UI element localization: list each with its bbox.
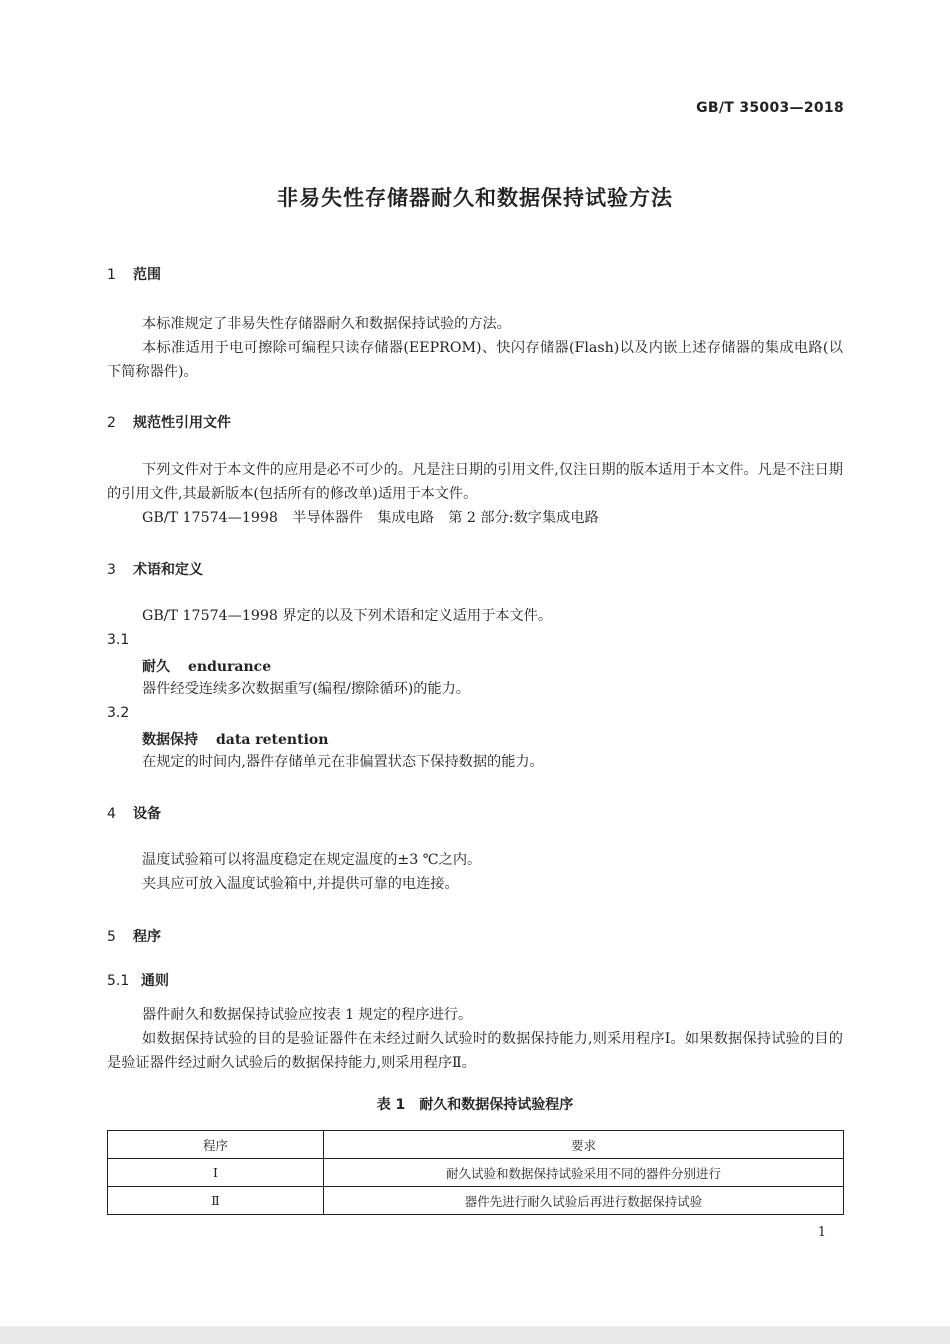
term-number: 3.2 [107,705,130,721]
term-definition: 在规定的时间内,器件存储单元在非偏置状态下保持数据的能力。 [142,754,544,770]
section-number: 5 [107,929,116,945]
table-row [108,1187,844,1215]
section-2-heading [107,412,231,432]
section-3-heading [107,559,203,579]
scan-bottom-edge [0,1326,950,1344]
procedure-table [107,1130,844,1215]
paragraph: 下列文件对于本文件的应用是必不可少的。凡是注日期的引用文件,仅注日期的版本适用于本文件。凡是不注日期的引用文件,其最新版本(包括所有的修改单)适用于本文件。 [107,462,843,502]
paragraph: 本标准适用于电可擦除可编程只读存储器(EEPROM)、快闪存储器(Flash)以及内嵌上述存储器的集成电路(以下简称器件)。 [107,340,843,380]
normative-reference: GB/T 17574—1998 半导体器件 集成电路 第 2 部分:数字集成电路 [142,510,599,526]
table-cell: 耐久试验和数据保持试验采用不同的器件分别进行 [324,1159,844,1187]
section-4-heading [107,803,161,823]
section-number: 5.1 [107,973,130,989]
section-title: 术语和定义 [133,562,203,578]
subsection-5-1-heading [107,970,169,990]
section-5-heading [107,926,161,946]
section-title: 程序 [133,929,161,945]
term-chinese: 数据保持 [142,732,198,748]
table-cell: Ⅰ [108,1159,324,1187]
term-chinese: 耐久 [142,659,170,675]
term-heading [142,656,271,676]
section-title: 通则 [141,973,169,989]
standard-code: GB/T 35003—2018 [696,100,844,116]
table-row [108,1159,844,1187]
term-number: 3.1 [107,632,130,648]
document-title: 非易失性存储器耐久和数据保持试验方法 [277,186,673,210]
paragraph: 夹具应可放入温度试验箱中,并提供可靠的电连接。 [142,876,459,892]
section-number: 1 [107,267,116,283]
paragraph: 如数据保持试验的目的是验证器件在未经过耐久试验时的数据保持能力,则采用程序Ⅰ。如果数据保持试验的目的是验证器件经过耐久试验后的数据保持能力,则采用程序Ⅱ。 [107,1031,843,1071]
table-header-cell: 程序 [108,1131,324,1159]
section-title: 规范性引用文件 [133,415,231,431]
paragraph: 器件耐久和数据保持试验应按表 1 规定的程序进行。 [142,1007,473,1023]
paragraph: 温度试验箱可以将温度稳定在规定温度的±3 ℃之内。 [142,852,482,868]
paragraph: GB/T 17574—1998 界定的以及下列术语和定义适用于本文件。 [142,608,553,624]
section-number: 4 [107,806,116,822]
term-english: data retention [216,732,329,748]
table-header-cell: 要求 [324,1131,844,1159]
term-heading [142,729,328,749]
table-cell: Ⅱ [108,1187,324,1215]
page-number: 1 [817,1225,826,1240]
section-title: 范围 [133,267,161,283]
table-header-row [108,1131,844,1159]
section-number: 2 [107,415,116,431]
section-title: 设备 [133,806,161,822]
paragraph: 本标准规定了非易失性存储器耐久和数据保持试验的方法。 [142,316,511,332]
table-caption: 表 1 耐久和数据保持试验程序 [376,1097,574,1113]
term-english: endurance [188,659,272,675]
section-1-heading [107,264,161,284]
table-cell: 器件先进行耐久试验后再进行数据保持试验 [324,1187,844,1215]
section-number: 3 [107,562,116,578]
term-definition: 器件经受连续多次数据重写(编程/擦除循环)的能力。 [142,681,470,697]
